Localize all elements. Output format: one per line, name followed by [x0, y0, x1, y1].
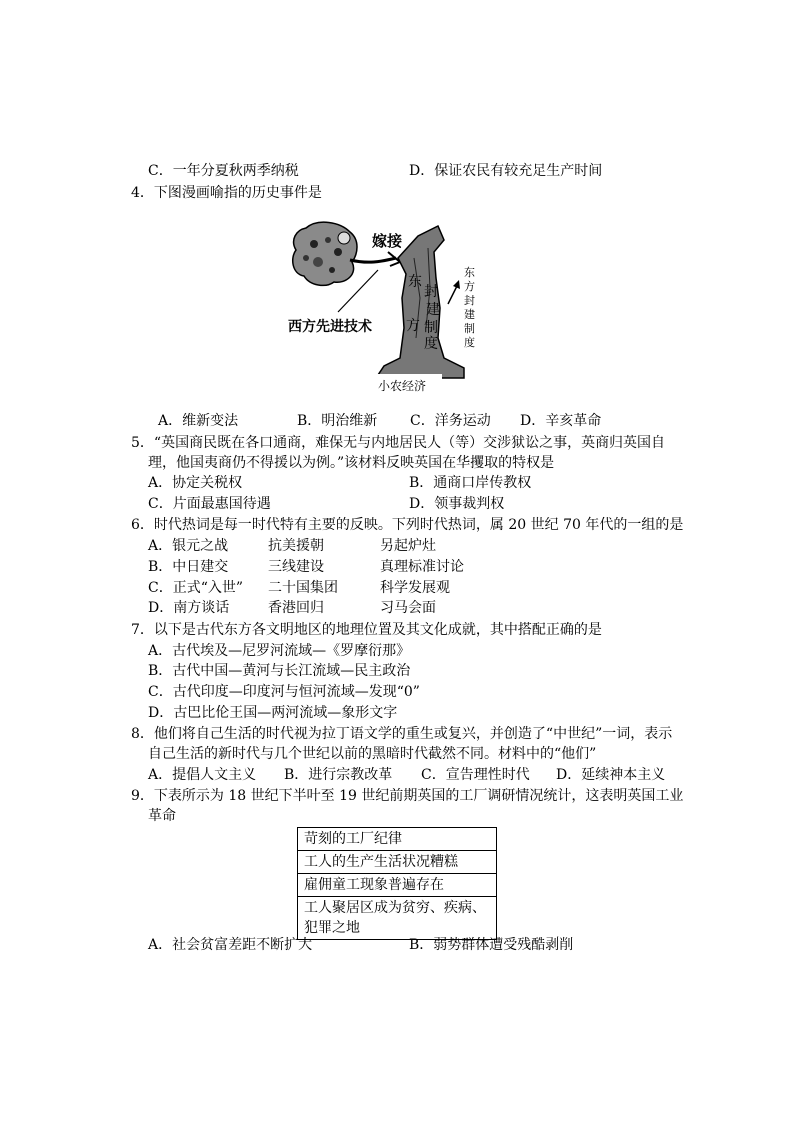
q6-row-b-word3: 真理标准讨论: [380, 559, 464, 575]
q7-option-c: C．古代印度—印度河与恒河流域—发现“0”: [148, 684, 420, 700]
svg-text:建: 建: [464, 308, 475, 321]
q6-row-c-label: C．正式“入世”: [148, 580, 244, 596]
table-row: [298, 851, 497, 874]
q7-option-b: B．古代中国—黄河与长江流域—民主政治: [148, 663, 411, 679]
trunk-char-1: 东: [408, 274, 422, 290]
q5-option-c: C．片面最惠国待遇: [148, 496, 271, 512]
svg-text:制: 制: [464, 322, 475, 335]
q5-option-b: B．通商口岸传教权: [409, 475, 532, 491]
svg-text:度: 度: [464, 336, 475, 349]
q9-stem-line2: 革命: [148, 808, 176, 824]
q5-stem-line2: 理，他国夷商仍不得援以为例。”该材料反映英国在华攫取的特权是: [148, 455, 555, 471]
table-cell: 苛刻的工厂纪律: [298, 828, 497, 851]
q6-row-a-word3: 另起炉灶: [380, 538, 436, 554]
q8-option-b: B．进行宗教改革: [284, 767, 393, 783]
q3-option-c: C．一年分夏秋两季纳税: [148, 163, 299, 179]
q6-row-a-label: A．银元之战: [148, 538, 229, 554]
trunk-char-5: 方: [406, 318, 420, 334]
q7-option-a: A．古代埃及—尼罗河流域—《罗摩衍那》: [148, 643, 411, 659]
west-tech-label: 西方先进技术: [288, 319, 372, 335]
q5-option-d: D．领事裁判权: [409, 496, 505, 512]
q3-option-d: D．保证农民有较充足生产时间: [409, 163, 603, 179]
q5-option-a: A．协定关税权: [148, 475, 243, 491]
factory-survey-table: [297, 827, 497, 940]
q6-row-b-word2: 三线建设: [268, 559, 324, 575]
svg-text:方: 方: [464, 280, 475, 293]
svg-text:东: 东: [464, 266, 475, 279]
table-row: [298, 897, 497, 940]
q4-option-c: C．洋务运动: [410, 413, 491, 429]
q5-stem-line1: 5．“英国商民既在各口通商，难保无与内地居民人（等）交涉狱讼之事，英商归英国自: [131, 435, 666, 451]
q8-option-a: A．提倡人文主义: [148, 767, 257, 783]
q9-stem-line1: 9．下表所示为 18 世纪下半叶至 19 世纪前期英国的工厂调研情况统计，这表明英国工业: [131, 788, 684, 804]
q6-row-d-word3: 习马会面: [380, 600, 436, 616]
q9-option-b: B．弱势群体遭受残酷剥削: [409, 937, 574, 953]
q8-stem-line1: 8．他们将自己生活的时代视为拉丁语文学的重生或复兴，并创造了“中世纪”一词，表示: [131, 726, 673, 742]
trunk-char-4: 制: [424, 320, 438, 336]
q4-option-b: B．明治维新: [297, 413, 378, 429]
q9-option-a: A．社会贫富差距不断扩大: [148, 937, 313, 953]
graft-label: 嫁接: [372, 232, 403, 250]
table-row: [298, 874, 497, 897]
table-row: [298, 828, 497, 851]
svg-text:封: 封: [464, 294, 475, 307]
q6-stem: 6．时代热词是每一时代特有主要的反映。下列时代热词，属 20 世纪 70 年代的一组的是: [131, 517, 684, 533]
west-tech-blob: [293, 222, 357, 285]
q4-option-d: D．辛亥革命: [520, 413, 602, 429]
table-cell: 工人聚居区成为贫穷、疾病、犯罪之地: [298, 897, 497, 940]
trunk-char-2: 封: [424, 284, 438, 300]
trunk-char-6: 度: [424, 336, 438, 352]
cartoon-figure: [288, 218, 500, 400]
q8-option-c: C．宣告理性时代: [421, 767, 530, 783]
q7-option-d: D．古巴比伦王国—两河流域—象形文字: [148, 705, 398, 721]
q6-row-a-word2: 抗美援朝: [268, 538, 324, 554]
table-cell: 工人的生产生活状况糟糕: [298, 851, 497, 874]
q6-row-d-word2: 香港回归: [268, 600, 324, 616]
q8-stem-line2: 自己生活的新时代与几个世纪以前的黑暗时代截然不同。材料中的“他们”: [148, 746, 597, 762]
q4-stem: 4．下图漫画喻指的历史事件是: [131, 185, 322, 201]
q6-row-b-label: B．中日建交: [148, 559, 229, 575]
q7-stem: 7．以下是古代东方各文明地区的地理位置及其文化成就，其中搭配正确的是: [131, 622, 602, 638]
small-peasant-label: 小农经济: [378, 379, 427, 393]
east-feudal-vertical-label: [464, 266, 475, 349]
q8-option-d: D．延续神本主义: [556, 767, 666, 783]
q6-row-c-word3: 科学发展观: [380, 580, 450, 596]
q6-row-d-label: D．南方谈话: [148, 600, 230, 616]
trunk-char-3: 建: [426, 302, 440, 318]
table-cell: 雇佣童工现象普遍存在: [298, 874, 497, 897]
q4-option-a: A．维新变法: [158, 413, 239, 429]
q6-row-c-word2: 二十国集团: [268, 580, 338, 596]
